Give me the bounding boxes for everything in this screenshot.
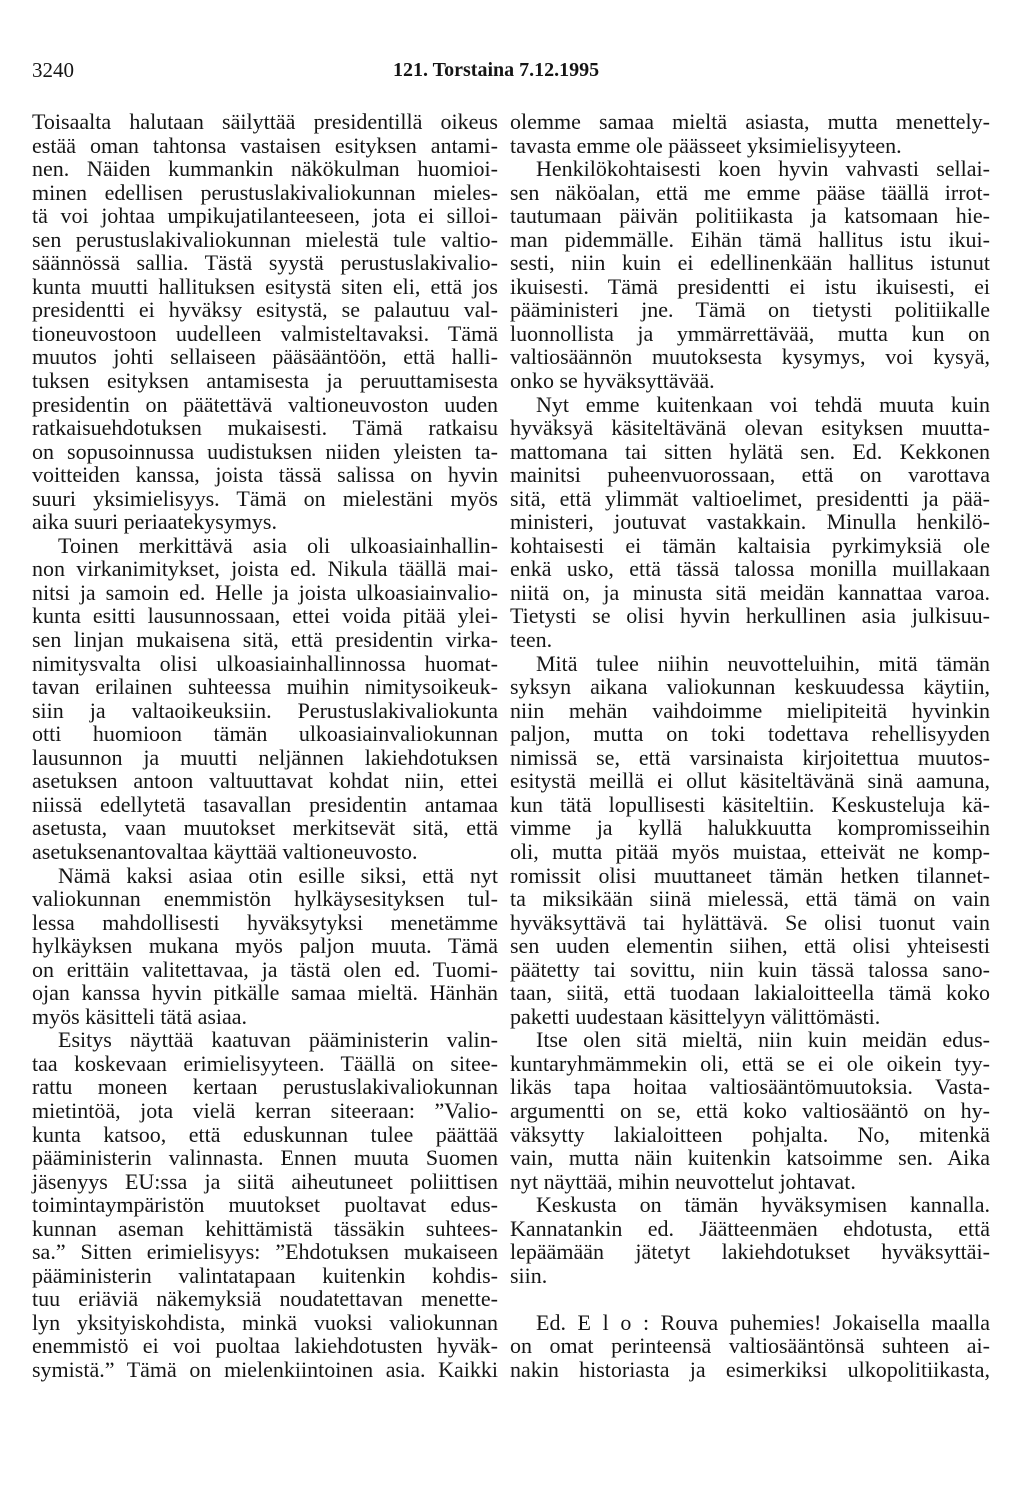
text-line: nitsi ja samoin ed. Helle ja joista ulkoasiainvalio- — [32, 579, 498, 605]
text-line: muutos johti sellaiseen pääsääntöön, että halli- — [32, 344, 498, 370]
text-line: valiokunnan enemmistön hylkäysesityksen tul- — [32, 886, 498, 912]
text-line: ojan kanssa hyvin pitkälle samaa mieltä. Hänhän — [32, 980, 498, 1006]
text-line: Toinen merkittävä asia oli ulkoasiainhallin- — [58, 532, 498, 558]
text-line: Nyt emme kuitenkaan voi tehdä muuta kuin — [536, 391, 990, 417]
text-line: ta miksikään siinä mielessä, että tämä on vain — [510, 886, 990, 912]
text-line: mattomana tai sitten hylätä sen. Ed. Kekkonen — [510, 438, 990, 464]
text-line: Esitys näyttää kaatuvan pääministerin valin- — [58, 1027, 498, 1053]
speech-separator — [510, 1287, 990, 1311]
paragraph — [32, 864, 498, 1029]
paragraph — [510, 157, 990, 392]
text-line: sesti, niin kuin ei edellinenkään hallitus istunut — [510, 250, 990, 276]
text-line: säännössä sallia. Tästä syystä perustuslakivalio- — [32, 250, 498, 276]
text-line: ratkaisuehdotuksen mukaisesti. Tämä ratkaisu — [32, 415, 498, 441]
text-line: presidentin on päätettävä valtioneuvoston uuden — [32, 391, 498, 417]
text-line: suuri yksimielisyys. Tämä on mielestäni myös — [32, 485, 498, 511]
text-line: man pidemmälle. Eihän tämä hallitus istu ikui- — [510, 226, 990, 252]
left-column — [32, 110, 498, 1382]
text-line: sen perustuslakivaliokunnan mielestä tule valtio- — [32, 226, 498, 252]
text-line: asetusta, vaan muutokset merkitsevät sitä, että — [32, 815, 498, 841]
text-line: presidentti ei hyväksy esitystä, se palautuu val- — [32, 297, 498, 323]
text-line: pääministeri jne. Tämä on tietysti politiikalle — [510, 297, 990, 323]
text-line: kunnan aseman kehittämistä tässäkin suhtees- — [32, 1215, 498, 1241]
text-line: symistä.” Tämä on mielenkiintoinen asia. Kaikki — [32, 1356, 498, 1382]
text-line: Toisaalta halutaan säilyttää presidentillä oikeus — [32, 109, 498, 134]
text-line: jäsenyys EU:ssa ja siitä aiheutuneet poliittisen — [32, 1168, 498, 1194]
text-line: ikuisesti. Tämä presidentti ei istu ikuisesti, ei — [510, 273, 990, 299]
text-line: hyväksyä käsiteltävänä olevan esityksen muutta- — [510, 415, 990, 441]
text-line: nakin historiasta ja esimerkiksi ulkopolitiikasta, — [510, 1356, 990, 1382]
text-line: kunta muutti hallituksen esitystä siten eli, että jos — [32, 273, 498, 299]
text-line: tuksen esityksen antamisesta ja peruuttamisesta — [32, 368, 498, 394]
text-line: hyväksyttävä tai hylättävä. Se olisi tuonut vain — [510, 909, 990, 935]
paragraph — [510, 652, 990, 1029]
session-title: 121. Torstaina 7.12.1995 — [393, 59, 600, 81]
text-line: nyt näyttää, mihin neuvottelut johtavat. — [510, 1168, 856, 1194]
text-line: Ed. E l o : Rouva puhemies! Jokaisella maalla — [536, 1309, 990, 1335]
text-line: luonnollista ja ymmärrettävää, mutta kun on — [510, 320, 990, 346]
text-line: aika suuri periaatekysymys. — [32, 509, 277, 535]
speech-paragraph — [510, 1311, 990, 1382]
text-line: oli, mutta pitää myös muistaa, etteivät ne komp- — [510, 838, 990, 864]
text-line: kunta katsoo, että eduskunnan tulee päättää — [32, 1121, 498, 1147]
text-line: teen. — [510, 627, 553, 653]
text-line: rattu moneen kertaan perustuslakivaliokunnan — [32, 1074, 498, 1100]
paragraph — [510, 1028, 990, 1193]
text-line: valtiosäännön muutoksesta kysymys, voi kysyä, — [510, 344, 990, 370]
text-line: tautumaan päivän politiikasta ja katsomaan hie- — [510, 203, 990, 229]
text-line: päätetty tai sovittu, niin kuin tässä talossa sano- — [510, 956, 990, 982]
text-line: voitteiden kanssa, joista tässä salissa on hyvin — [32, 462, 498, 488]
text-line: mietintöä, jota vielä kerran siteeraan: ”Valio- — [32, 1097, 498, 1123]
text-line: taa koskevaan erimielisyyteen. Täällä on sitee- — [32, 1050, 498, 1076]
text-line: tuu eriäviä näkemyksiä noudatettavan menette- — [32, 1286, 498, 1312]
text-line: minen edellisen perustuslakivaliokunnan mieles- — [32, 179, 498, 205]
text-line: kunta esitti lausunnossaan, ettei voida pitää ylei- — [32, 603, 498, 629]
paragraph — [32, 1028, 498, 1381]
text-line: sen näköalan, että me emme pääse täällä irrot- — [510, 179, 990, 205]
text-line: asetuksen antoon valtuuttavat kohdat niin, ettei — [32, 768, 498, 794]
text-line: Keskusta on tämän hyväksymisen kannalla. — [536, 1192, 990, 1218]
text-line: on erittäin valitettavaa, ja tästä olen ed. Tuomi- — [32, 956, 498, 982]
text-line: niissä edellytetä tasavallan presidentin antamaa — [32, 791, 498, 817]
text-line: paketti uudestaan käsittelyyn välittömästi. — [510, 1003, 881, 1029]
text-line: enemmistö ei voi puoltaa lakiehdotusten hyväk- — [32, 1333, 498, 1359]
running-header — [0, 57, 1024, 83]
text-line: romissit olisi muuttaneet tämän hetken tilannet- — [510, 862, 990, 888]
text-line: siin. — [510, 1262, 548, 1288]
paragraph — [32, 110, 498, 534]
text-line: taan, siitä, että tuodaan lakialoitteella tämä koko — [510, 980, 990, 1006]
text-line: nen. Näiden kummankin näkökulman huomioi- — [32, 156, 498, 182]
text-line: paljon, mutta on toki todettava rehellisyyden — [510, 721, 990, 747]
text-line: otti huomioon tämän ulkoasiainvaliokunnan — [32, 721, 498, 747]
text-line: tavan erilainen suhteessa muihin nimitysoikeuk- — [32, 674, 498, 700]
text-line: niin mehän vaihdoimme mielipiteitä hyvinkin — [510, 697, 990, 723]
text-line: Kannatankin ed. Jäätteenmäen ehdotusta, että — [510, 1215, 990, 1241]
text-line: sen linjan mukaisena sitä, että presidentin virka- — [32, 627, 498, 653]
text-line: hylkäyksen mukana myös paljon muuta. Tämä — [32, 933, 498, 959]
text-line: likäs tapa hoitaa valtiosääntömuutoksia. Vasta- — [510, 1074, 990, 1100]
text-line: tavasta emme ole päässeet yksimielisyyteen. — [510, 132, 902, 158]
text-line: lepäämään jätetyt lakiehdotukset hyväksyttäi- — [510, 1239, 990, 1265]
text-line: myös käsitteli tätä asiaa. — [32, 1003, 248, 1029]
text-line: Mitä tulee niihin neuvotteluihin, mitä tämän — [536, 650, 990, 676]
text-line: ministeri, joutuvat vastakkain. Minulla henkilö- — [510, 509, 990, 535]
text-line: lausunnon ja muutti neljännen lakiehdotuksen — [32, 744, 498, 770]
text-line: pääministerin valinnasta. Ennen muuta Suomen — [32, 1145, 498, 1171]
text-line: siin ja valtaoikeuksiin. Perustuslakivaliokunta — [32, 697, 498, 723]
text-line: pääministerin valintatapaan kuitenkin kohdis- — [32, 1262, 498, 1288]
paragraph — [510, 393, 990, 652]
text-line: nimitysvalta olisi ulkoasiainhallinnossa huomat- — [32, 650, 498, 676]
text-line: Itse olen sitä mieltä, niin kuin meidän edus- — [536, 1027, 990, 1053]
text-line: kuntaryhmämmekin oli, että se ei ole oikein tyy- — [510, 1050, 990, 1076]
paragraph — [510, 110, 990, 157]
text-line: Tietysti se olisi hyvin herkullinen asia julkisuu- — [510, 603, 990, 629]
text-line: on sopusoinnussa uudistuksen niiden yleisten ta- — [32, 438, 498, 464]
text-line: onko se hyväksyttävää. — [510, 368, 715, 394]
text-line: väksytty lakialoitteen pohjalta. No, mitenkä — [510, 1121, 990, 1147]
right-column — [510, 110, 990, 1382]
text-line: Henkilökohtaisesti koen hyvin vahvasti sellai- — [536, 156, 990, 182]
text-line: vain, mutta näin kuitenkin katsoimme sen. Aika — [510, 1145, 990, 1171]
text-line: enkä usko, että tässä talossa monilla muillakaan — [510, 556, 990, 582]
paragraph — [32, 534, 498, 864]
text-line: niitä on, ja minusta sitä meidän kannattaa varoa. — [510, 579, 990, 605]
text-line: kohtaisesti ei tämän kaltaisia pyrkimyksiä ole — [510, 532, 990, 558]
text-line: on omat perinteensä valtiosääntönsä suhteen ai- — [510, 1333, 990, 1359]
text-line: Nämä kaksi asiaa otin esille siksi, että nyt — [58, 862, 498, 888]
text-line: lessa mahdollisesti hyväksytyksi menetämme — [32, 909, 498, 935]
text-line: tä voi johtaa umpikujatilanteeseen, jota ei silloi- — [32, 203, 498, 229]
text-line: syksyn aikana valiokunnan keskuudessa käytiin, — [510, 674, 990, 700]
page-number: 3240 — [32, 58, 74, 82]
text-line: toimintaympäristön muutokset puoltavat edus- — [32, 1192, 498, 1218]
paragraph — [510, 1193, 990, 1287]
text-line: sa.” Sitten erimielisyys: ”Ehdotuksen mukaiseen — [32, 1239, 498, 1265]
text-line: kun tätä lopullisesti käsiteltiin. Keskusteluja kä- — [510, 791, 990, 817]
text-line: sen uuden elementin siihen, että olisi yhteisesti — [510, 933, 990, 959]
text-line: lyn yksityiskohdista, minkä vuoksi valiokunnan — [32, 1309, 498, 1335]
text-line: tioneuvostoon uudelleen valmisteltavaksi. Tämä — [32, 320, 498, 346]
text-line: olemme samaa mieltä asiasta, mutta menettely- — [510, 109, 990, 134]
text-line: esitystä meillä ei ollut käsiteltävänä sinä aamuna, — [510, 768, 990, 794]
text-line: non virkanimitykset, joista ed. Nikula täällä mai- — [32, 556, 498, 582]
text-line: mainitsi puheenvuorossaan, että on varottava — [510, 462, 990, 488]
text-line: sitä, että ylimmät valtioelimet, presidentti ja pää- — [510, 485, 990, 511]
text-line: asetuksenantovaltaa käyttää valtioneuvosto. — [32, 838, 418, 864]
text-line: argumentti on se, että koko valtiosääntö on hy- — [510, 1097, 990, 1123]
text-line: estää oman tahtonsa vastaisen esityksen antami- — [32, 132, 498, 158]
text-line: vimme ja kyllä halukkuutta kompromisseihin — [510, 815, 990, 841]
text-line: nimissä se, että varsinaista kirjoitettua muutos- — [510, 744, 990, 770]
